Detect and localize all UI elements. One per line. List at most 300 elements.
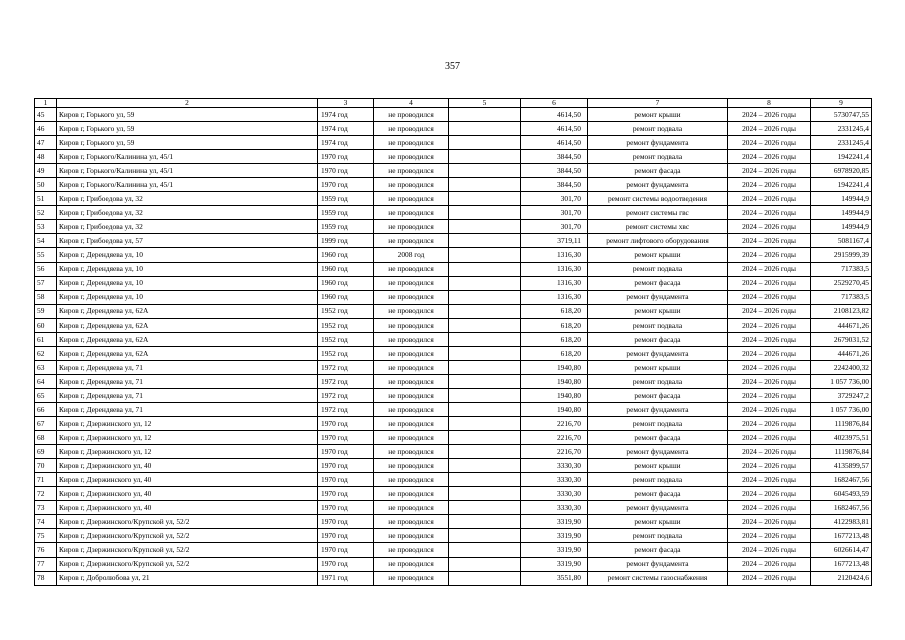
extra-cell-cell bbox=[449, 206, 521, 220]
area-cell: 301,70 bbox=[521, 206, 588, 220]
cost-cell: 444671,26 bbox=[811, 318, 872, 332]
last-repair-year-cell: не проводился bbox=[374, 374, 449, 388]
extra-cell-cell bbox=[449, 515, 521, 529]
construction-year-cell: 1972 год bbox=[318, 388, 374, 402]
work-type-cell: ремонт фундамента bbox=[588, 402, 728, 416]
area-cell: 2216,70 bbox=[521, 417, 588, 431]
address-cell: Киров г, Дерендяева ул, 62А bbox=[57, 332, 318, 346]
construction-year-cell: 1952 год bbox=[318, 332, 374, 346]
construction-year-cell: 1974 год bbox=[318, 108, 374, 122]
row-number-cell: 65 bbox=[35, 388, 57, 402]
row-number-cell: 52 bbox=[35, 206, 57, 220]
last-repair-year-cell: не проводился bbox=[374, 290, 449, 304]
row-number-cell: 64 bbox=[35, 374, 57, 388]
period-cell: 2024 – 2026 годы bbox=[728, 122, 811, 136]
cost-cell: 4135899,57 bbox=[811, 459, 872, 473]
work-type-cell: ремонт подвала bbox=[588, 150, 728, 164]
period-cell: 2024 – 2026 годы bbox=[728, 234, 811, 248]
period-cell: 2024 – 2026 годы bbox=[728, 220, 811, 234]
last-repair-year-cell: не проводился bbox=[374, 515, 449, 529]
cost-cell: 1 057 736,00 bbox=[811, 402, 872, 416]
area-cell: 3844,50 bbox=[521, 164, 588, 178]
row-number-cell: 66 bbox=[35, 402, 57, 416]
last-repair-year-cell: не проводился bbox=[374, 417, 449, 431]
table-row bbox=[35, 459, 872, 473]
row-number-cell: 61 bbox=[35, 332, 57, 346]
row-number-cell: 72 bbox=[35, 487, 57, 501]
period-cell: 2024 – 2026 годы bbox=[728, 248, 811, 262]
period-cell: 2024 – 2026 годы bbox=[728, 501, 811, 515]
area-cell: 618,20 bbox=[521, 346, 588, 360]
cost-cell: 3729247,2 bbox=[811, 388, 872, 402]
area-cell: 1940,80 bbox=[521, 402, 588, 416]
construction-year-cell: 1972 год bbox=[318, 360, 374, 374]
period-cell: 2024 – 2026 годы bbox=[728, 332, 811, 346]
work-type-cell: ремонт подвала bbox=[588, 374, 728, 388]
address-cell: Киров г, Грибоедова ул, 57 bbox=[57, 234, 318, 248]
address-cell: Киров г, Горького ул, 59 bbox=[57, 136, 318, 150]
extra-cell-cell bbox=[449, 374, 521, 388]
period-cell: 2024 – 2026 годы bbox=[728, 150, 811, 164]
table-row bbox=[35, 445, 872, 459]
column-header: 8 bbox=[728, 99, 811, 108]
work-type-cell: ремонт фасада bbox=[588, 388, 728, 402]
table-row bbox=[35, 332, 872, 346]
row-number-cell: 54 bbox=[35, 234, 57, 248]
table-row bbox=[35, 150, 872, 164]
period-cell: 2024 – 2026 годы bbox=[728, 206, 811, 220]
address-cell: Киров г, Добролюбова ул, 21 bbox=[57, 571, 318, 585]
extra-cell-cell bbox=[449, 150, 521, 164]
construction-year-cell: 1952 год bbox=[318, 318, 374, 332]
work-type-cell: ремонт фасада bbox=[588, 164, 728, 178]
work-type-cell: ремонт крыши bbox=[588, 304, 728, 318]
address-cell: Киров г, Дерендяева ул, 10 bbox=[57, 290, 318, 304]
work-type-cell: ремонт фасада bbox=[588, 487, 728, 501]
address-cell: Киров г, Дзержинского/Крупской ул, 52/2 bbox=[57, 529, 318, 543]
area-cell: 3319,90 bbox=[521, 557, 588, 571]
table-row bbox=[35, 571, 872, 585]
table-row bbox=[35, 487, 872, 501]
work-type-cell: ремонт подвала bbox=[588, 262, 728, 276]
address-cell: Киров г, Горького ул, 59 bbox=[57, 122, 318, 136]
cost-cell: 6045493,59 bbox=[811, 487, 872, 501]
area-cell: 3330,30 bbox=[521, 459, 588, 473]
last-repair-year-cell: не проводился bbox=[374, 501, 449, 515]
column-header: 5 bbox=[449, 99, 521, 108]
extra-cell-cell bbox=[449, 417, 521, 431]
table-row bbox=[35, 346, 872, 360]
last-repair-year-cell: не проводился bbox=[374, 459, 449, 473]
page-number: 357 bbox=[445, 61, 460, 72]
extra-cell-cell bbox=[449, 164, 521, 178]
column-header: 2 bbox=[57, 99, 318, 108]
period-cell: 2024 – 2026 годы bbox=[728, 557, 811, 571]
construction-year-cell: 1970 год bbox=[318, 529, 374, 543]
table-row bbox=[35, 557, 872, 571]
table-row bbox=[35, 374, 872, 388]
area-cell: 618,20 bbox=[521, 332, 588, 346]
column-header: 1 bbox=[35, 99, 57, 108]
extra-cell-cell bbox=[449, 487, 521, 501]
extra-cell-cell bbox=[449, 122, 521, 136]
period-cell: 2024 – 2026 годы bbox=[728, 529, 811, 543]
work-type-cell: ремонт подвала bbox=[588, 318, 728, 332]
table-row bbox=[35, 136, 872, 150]
address-cell: Киров г, Дерендяева ул, 10 bbox=[57, 276, 318, 290]
extra-cell-cell bbox=[449, 402, 521, 416]
row-number-cell: 59 bbox=[35, 304, 57, 318]
address-cell: Киров г, Дзержинского/Крупской ул, 52/2 bbox=[57, 557, 318, 571]
area-cell: 3330,30 bbox=[521, 501, 588, 515]
extra-cell-cell bbox=[449, 108, 521, 122]
area-cell: 301,70 bbox=[521, 220, 588, 234]
cost-cell: 2529270,45 bbox=[811, 276, 872, 290]
area-cell: 1940,80 bbox=[521, 374, 588, 388]
work-type-cell: ремонт фундамента bbox=[588, 445, 728, 459]
address-cell: Киров г, Грибоедова ул, 32 bbox=[57, 220, 318, 234]
extra-cell-cell bbox=[449, 445, 521, 459]
row-number-cell: 71 bbox=[35, 473, 57, 487]
extra-cell-cell bbox=[449, 192, 521, 206]
row-number-cell: 73 bbox=[35, 501, 57, 515]
last-repair-year-cell: не проводился bbox=[374, 431, 449, 445]
table-row bbox=[35, 164, 872, 178]
last-repair-year-cell: не проводился bbox=[374, 360, 449, 374]
last-repair-year-cell: не проводился bbox=[374, 150, 449, 164]
last-repair-year-cell: не проводился bbox=[374, 276, 449, 290]
area-cell: 3551,80 bbox=[521, 571, 588, 585]
cost-cell: 1119876,84 bbox=[811, 417, 872, 431]
row-number-cell: 78 bbox=[35, 571, 57, 585]
column-header: 9 bbox=[811, 99, 872, 108]
row-number-cell: 57 bbox=[35, 276, 57, 290]
extra-cell-cell bbox=[449, 473, 521, 487]
period-cell: 2024 – 2026 годы bbox=[728, 136, 811, 150]
cost-cell: 1 057 736,00 bbox=[811, 374, 872, 388]
row-number-cell: 63 bbox=[35, 360, 57, 374]
period-cell: 2024 – 2026 годы bbox=[728, 346, 811, 360]
cost-cell: 6978920,85 bbox=[811, 164, 872, 178]
cost-cell: 1942241,4 bbox=[811, 178, 872, 192]
last-repair-year-cell: не проводился bbox=[374, 178, 449, 192]
construction-year-cell: 1970 год bbox=[318, 501, 374, 515]
cost-cell: 5730747,55 bbox=[811, 108, 872, 122]
address-cell: Киров г, Дерендяева ул, 10 bbox=[57, 262, 318, 276]
work-type-cell: ремонт подвала bbox=[588, 417, 728, 431]
extra-cell-cell bbox=[449, 276, 521, 290]
column-header: 3 bbox=[318, 99, 374, 108]
construction-year-cell: 1999 год bbox=[318, 234, 374, 248]
row-number-cell: 56 bbox=[35, 262, 57, 276]
area-cell: 1316,30 bbox=[521, 248, 588, 262]
construction-year-cell: 1970 год bbox=[318, 178, 374, 192]
row-number-cell: 75 bbox=[35, 529, 57, 543]
construction-year-cell: 1970 год bbox=[318, 164, 374, 178]
cost-cell: 1119876,84 bbox=[811, 445, 872, 459]
extra-cell-cell bbox=[449, 290, 521, 304]
table-row bbox=[35, 304, 872, 318]
period-cell: 2024 – 2026 годы bbox=[728, 374, 811, 388]
area-cell: 4614,50 bbox=[521, 108, 588, 122]
construction-year-cell: 1972 год bbox=[318, 374, 374, 388]
period-cell: 2024 – 2026 годы bbox=[728, 515, 811, 529]
address-cell: Киров г, Горького/Калинина ул, 45/1 bbox=[57, 150, 318, 164]
last-repair-year-cell: не проводился bbox=[374, 445, 449, 459]
area-cell: 3330,30 bbox=[521, 487, 588, 501]
period-cell: 2024 – 2026 годы bbox=[728, 304, 811, 318]
work-type-cell: ремонт фундамента bbox=[588, 557, 728, 571]
area-cell: 3719,11 bbox=[521, 234, 588, 248]
repair-schedule-table-container bbox=[34, 98, 872, 586]
last-repair-year-cell: не проводился bbox=[374, 206, 449, 220]
period-cell: 2024 – 2026 годы bbox=[728, 473, 811, 487]
last-repair-year-cell: не проводился bbox=[374, 473, 449, 487]
table-body bbox=[35, 99, 872, 586]
row-number-cell: 77 bbox=[35, 557, 57, 571]
cost-cell: 1942241,4 bbox=[811, 150, 872, 164]
construction-year-cell: 1974 год bbox=[318, 136, 374, 150]
extra-cell-cell bbox=[449, 220, 521, 234]
work-type-cell: ремонт фасада bbox=[588, 431, 728, 445]
row-number-cell: 55 bbox=[35, 248, 57, 262]
area-cell: 4614,50 bbox=[521, 136, 588, 150]
area-cell: 618,20 bbox=[521, 304, 588, 318]
construction-year-cell: 1959 год bbox=[318, 220, 374, 234]
table-row bbox=[35, 290, 872, 304]
table-row bbox=[35, 417, 872, 431]
last-repair-year-cell: не проводился bbox=[374, 402, 449, 416]
cost-cell: 4122983,81 bbox=[811, 515, 872, 529]
last-repair-year-cell: не проводился bbox=[374, 557, 449, 571]
address-cell: Киров г, Дерендяева ул, 71 bbox=[57, 402, 318, 416]
address-cell: Киров г, Дерендяева ул, 71 bbox=[57, 360, 318, 374]
cost-cell: 1677213,48 bbox=[811, 529, 872, 543]
construction-year-cell: 1970 год bbox=[318, 150, 374, 164]
work-type-cell: ремонт фундамента bbox=[588, 178, 728, 192]
last-repair-year-cell: не проводился bbox=[374, 164, 449, 178]
address-cell: Киров г, Грибоедова ул, 32 bbox=[57, 206, 318, 220]
address-cell: Киров г, Дзержинского ул, 12 bbox=[57, 445, 318, 459]
construction-year-cell: 1972 год bbox=[318, 402, 374, 416]
area-cell: 3319,90 bbox=[521, 543, 588, 557]
last-repair-year-cell: не проводился bbox=[374, 487, 449, 501]
construction-year-cell: 1974 год bbox=[318, 122, 374, 136]
period-cell: 2024 – 2026 годы bbox=[728, 431, 811, 445]
work-type-cell: ремонт фасада bbox=[588, 543, 728, 557]
address-cell: Киров г, Дерендяева ул, 71 bbox=[57, 388, 318, 402]
row-number-cell: 74 bbox=[35, 515, 57, 529]
extra-cell-cell bbox=[449, 332, 521, 346]
work-type-cell: ремонт лифтового оборудования bbox=[588, 234, 728, 248]
table-header-row bbox=[35, 99, 872, 108]
period-cell: 2024 – 2026 годы bbox=[728, 262, 811, 276]
cost-cell: 2120424,6 bbox=[811, 571, 872, 585]
work-type-cell: ремонт системы хвс bbox=[588, 220, 728, 234]
construction-year-cell: 1960 год bbox=[318, 290, 374, 304]
last-repair-year-cell: не проводился bbox=[374, 332, 449, 346]
table-row bbox=[35, 262, 872, 276]
extra-cell-cell bbox=[449, 459, 521, 473]
period-cell: 2024 – 2026 годы bbox=[728, 108, 811, 122]
work-type-cell: ремонт подвала bbox=[588, 122, 728, 136]
table-row bbox=[35, 360, 872, 374]
address-cell: Киров г, Дерендяева ул, 10 bbox=[57, 248, 318, 262]
cost-cell: 149944,9 bbox=[811, 206, 872, 220]
extra-cell-cell bbox=[449, 501, 521, 515]
work-type-cell: ремонт фундамента bbox=[588, 290, 728, 304]
address-cell: Киров г, Дзержинского ул, 40 bbox=[57, 487, 318, 501]
address-cell: Киров г, Дзержинского/Крупской ул, 52/2 bbox=[57, 543, 318, 557]
work-type-cell: ремонт системы водоотведения bbox=[588, 192, 728, 206]
cost-cell: 5081167,4 bbox=[811, 234, 872, 248]
work-type-cell: ремонт подвала bbox=[588, 473, 728, 487]
table-row bbox=[35, 515, 872, 529]
work-type-cell: ремонт фасада bbox=[588, 332, 728, 346]
construction-year-cell: 1970 год bbox=[318, 473, 374, 487]
table-row bbox=[35, 108, 872, 122]
area-cell: 1316,30 bbox=[521, 262, 588, 276]
last-repair-year-cell: не проводился bbox=[374, 388, 449, 402]
period-cell: 2024 – 2026 годы bbox=[728, 318, 811, 332]
table-row bbox=[35, 248, 872, 262]
last-repair-year-cell: не проводился bbox=[374, 136, 449, 150]
row-number-cell: 53 bbox=[35, 220, 57, 234]
extra-cell-cell bbox=[449, 262, 521, 276]
cost-cell: 2331245,4 bbox=[811, 122, 872, 136]
extra-cell-cell bbox=[449, 318, 521, 332]
cost-cell: 717383,5 bbox=[811, 262, 872, 276]
row-number-cell: 50 bbox=[35, 178, 57, 192]
extra-cell-cell bbox=[449, 388, 521, 402]
address-cell: Киров г, Дерендяева ул, 62А bbox=[57, 318, 318, 332]
construction-year-cell: 1970 год bbox=[318, 445, 374, 459]
row-number-cell: 62 bbox=[35, 346, 57, 360]
last-repair-year-cell: не проводился bbox=[374, 529, 449, 543]
cost-cell: 2679031,52 bbox=[811, 332, 872, 346]
address-cell: Киров г, Горького ул, 59 bbox=[57, 108, 318, 122]
extra-cell-cell bbox=[449, 529, 521, 543]
extra-cell-cell bbox=[449, 234, 521, 248]
work-type-cell: ремонт системы гвс bbox=[588, 206, 728, 220]
last-repair-year-cell: не проводился bbox=[374, 543, 449, 557]
cost-cell: 2108123,82 bbox=[811, 304, 872, 318]
work-type-cell: ремонт крыши bbox=[588, 108, 728, 122]
area-cell: 1940,80 bbox=[521, 360, 588, 374]
last-repair-year-cell: не проводился bbox=[374, 304, 449, 318]
construction-year-cell: 1970 год bbox=[318, 515, 374, 529]
period-cell: 2024 – 2026 годы bbox=[728, 164, 811, 178]
repair-schedule-table bbox=[34, 98, 872, 586]
extra-cell-cell bbox=[449, 571, 521, 585]
address-cell: Киров г, Дзержинского ул, 40 bbox=[57, 459, 318, 473]
cost-cell: 1677213,48 bbox=[811, 557, 872, 571]
row-number-cell: 45 bbox=[35, 108, 57, 122]
area-cell: 1316,30 bbox=[521, 290, 588, 304]
area-cell: 4614,50 bbox=[521, 122, 588, 136]
cost-cell: 2331245,4 bbox=[811, 136, 872, 150]
period-cell: 2024 – 2026 годы bbox=[728, 571, 811, 585]
address-cell: Киров г, Дерендяева ул, 71 bbox=[57, 374, 318, 388]
last-repair-year-cell: не проводился bbox=[374, 234, 449, 248]
construction-year-cell: 1960 год bbox=[318, 262, 374, 276]
construction-year-cell: 1970 год bbox=[318, 487, 374, 501]
cost-cell: 2242400,32 bbox=[811, 360, 872, 374]
row-number-cell: 70 bbox=[35, 459, 57, 473]
table-row bbox=[35, 529, 872, 543]
area-cell: 3844,50 bbox=[521, 178, 588, 192]
column-header: 6 bbox=[521, 99, 588, 108]
construction-year-cell: 1970 год bbox=[318, 459, 374, 473]
table-row bbox=[35, 402, 872, 416]
work-type-cell: ремонт фундамента bbox=[588, 346, 728, 360]
construction-year-cell: 1970 год bbox=[318, 431, 374, 445]
cost-cell: 717383,5 bbox=[811, 290, 872, 304]
construction-year-cell: 1960 год bbox=[318, 248, 374, 262]
period-cell: 2024 – 2026 годы bbox=[728, 360, 811, 374]
work-type-cell: ремонт крыши bbox=[588, 459, 728, 473]
table-row bbox=[35, 388, 872, 402]
row-number-cell: 49 bbox=[35, 164, 57, 178]
area-cell: 1940,80 bbox=[521, 388, 588, 402]
construction-year-cell: 1970 год bbox=[318, 543, 374, 557]
area-cell: 3319,90 bbox=[521, 515, 588, 529]
column-header: 4 bbox=[374, 99, 449, 108]
work-type-cell: ремонт фундамента bbox=[588, 136, 728, 150]
table-row bbox=[35, 122, 872, 136]
work-type-cell: ремонт крыши bbox=[588, 515, 728, 529]
address-cell: Киров г, Дзержинского ул, 40 bbox=[57, 501, 318, 515]
extra-cell-cell bbox=[449, 360, 521, 374]
table-row bbox=[35, 192, 872, 206]
table-row bbox=[35, 318, 872, 332]
last-repair-year-cell: не проводился bbox=[374, 262, 449, 276]
address-cell: Киров г, Дзержинского ул, 12 bbox=[57, 417, 318, 431]
work-type-cell: ремонт крыши bbox=[588, 360, 728, 374]
construction-year-cell: 1960 год bbox=[318, 276, 374, 290]
extra-cell-cell bbox=[449, 346, 521, 360]
area-cell: 2216,70 bbox=[521, 431, 588, 445]
construction-year-cell: 1970 год bbox=[318, 557, 374, 571]
table-row bbox=[35, 543, 872, 557]
address-cell: Киров г, Дзержинского ул, 12 bbox=[57, 431, 318, 445]
address-cell: Киров г, Дзержинского ул, 40 bbox=[57, 473, 318, 487]
area-cell: 3330,30 bbox=[521, 473, 588, 487]
work-type-cell: ремонт системы газоснабжения bbox=[588, 571, 728, 585]
address-cell: Киров г, Горького/Калинина ул, 45/1 bbox=[57, 178, 318, 192]
period-cell: 2024 – 2026 годы bbox=[728, 402, 811, 416]
column-header: 7 bbox=[588, 99, 728, 108]
construction-year-cell: 1970 год bbox=[318, 417, 374, 431]
period-cell: 2024 – 2026 годы bbox=[728, 276, 811, 290]
area-cell: 3844,50 bbox=[521, 150, 588, 164]
row-number-cell: 48 bbox=[35, 150, 57, 164]
row-number-cell: 76 bbox=[35, 543, 57, 557]
table-row bbox=[35, 220, 872, 234]
construction-year-cell: 1959 год bbox=[318, 192, 374, 206]
cost-cell: 444671,26 bbox=[811, 346, 872, 360]
period-cell: 2024 – 2026 годы bbox=[728, 459, 811, 473]
period-cell: 2024 – 2026 годы bbox=[728, 290, 811, 304]
last-repair-year-cell: не проводился bbox=[374, 108, 449, 122]
construction-year-cell: 1952 год bbox=[318, 346, 374, 360]
last-repair-year-cell: не проводился bbox=[374, 192, 449, 206]
cost-cell: 1682467,56 bbox=[811, 501, 872, 515]
last-repair-year-cell: не проводился bbox=[374, 318, 449, 332]
area-cell: 2216,70 bbox=[521, 445, 588, 459]
table-row bbox=[35, 206, 872, 220]
extra-cell-cell bbox=[449, 431, 521, 445]
